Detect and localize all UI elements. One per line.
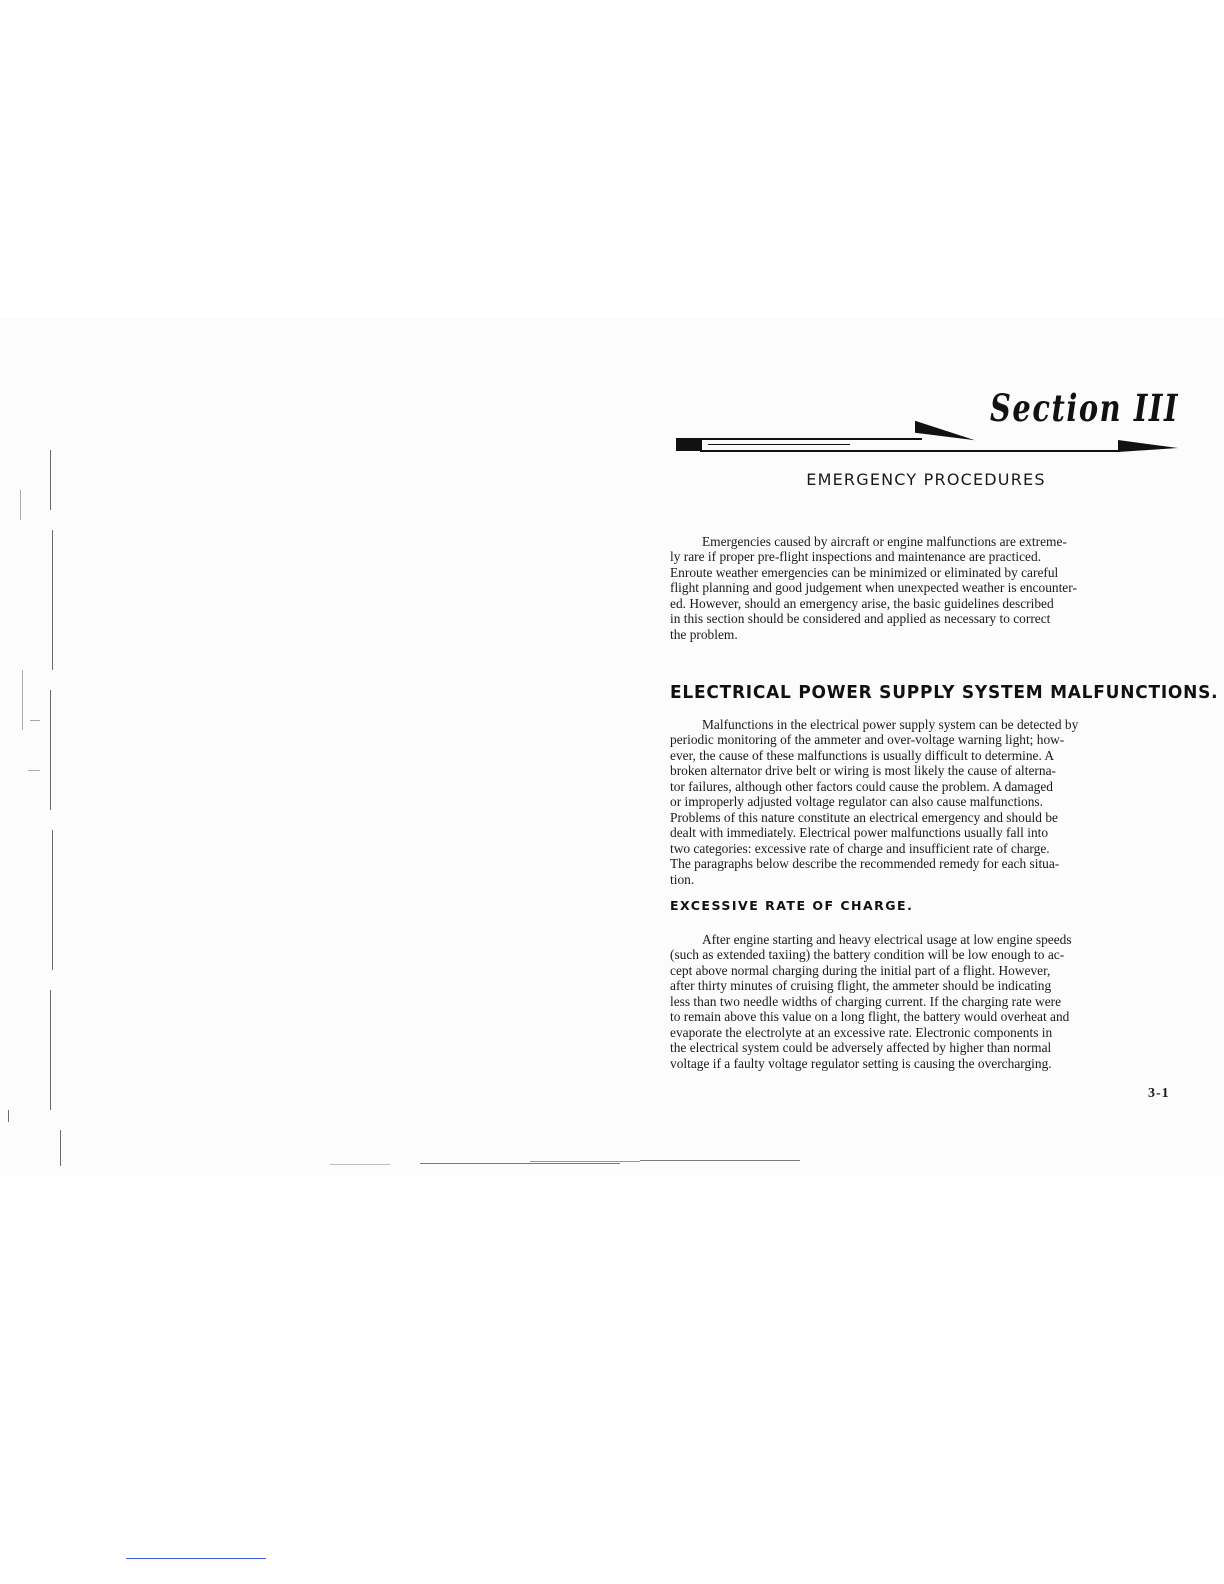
title-arrow-end-icon [1118, 440, 1178, 452]
electrical-paragraph [670, 717, 1182, 887]
paragraph-line: broken alternator drive belt or wiring is most likely the cause of alterna- [670, 763, 1056, 779]
paragraph-line: Problems of this nature constitute an electrical emergency and should be [670, 809, 1058, 825]
paragraph-line: Malfunctions in the electrical power supply system can be detected by [702, 717, 1079, 732]
paragraph-line: After engine starting and heavy electrical usage at low engine speeds [702, 932, 1072, 947]
paragraph-line: in this section should be considered and applied as necessary to correct [670, 611, 1051, 627]
paragraph-line: Emergencies caused by aircraft or engine malfunctions are extreme- [702, 534, 1067, 549]
paragraph-line: after thirty minutes of cruising flight, the ammeter should be indicating [670, 978, 1052, 994]
section-title: Section III [990, 386, 1180, 430]
paragraph-line: ed. However, should an emergency arise, the basic guidelines described [670, 595, 1054, 611]
paragraph-line: to remain above this value on a long flight, the battery would overheat and [670, 1009, 1070, 1025]
paragraph-line: voltage if a faulty voltage regulator setting is causing the overcharging. [670, 1055, 1052, 1071]
paragraph-line: ever, the cause of these malfunctions is usually difficult to determine. A [670, 747, 1055, 763]
paragraph-line: the electrical system could be adversely affected by higher than normal [670, 1040, 1052, 1056]
section-heading: EMERGENCY PROCEDURES [806, 470, 1046, 489]
footer-rule [126, 1558, 266, 1559]
paragraph-line: flight planning and good judgement when unexpected weather is encounter- [670, 580, 1077, 596]
page-number: 3-1 [1148, 1086, 1170, 1101]
title-rule-line [700, 438, 922, 440]
paragraph-line: The paragraphs below describe the recommended remedy for each situa- [670, 856, 1060, 872]
paragraph-line: ly rare if proper pre-flight inspections and maintenance are practiced. [670, 549, 1042, 565]
scan-margin-marks [0, 430, 70, 1170]
paragraph-line: tor failures, although other factors could cause the problem. A damaged [670, 778, 1053, 794]
title-rule-inner-line [708, 444, 850, 445]
title-rule-line-long [700, 450, 1120, 452]
title-rule-block [676, 438, 702, 451]
paragraph-line: cept above normal charging during the initial part of a flight. However, [670, 962, 1051, 978]
excessive-charge-paragraph [670, 932, 1182, 1071]
scan-edge-line [290, 1160, 890, 1168]
paragraph-line: two categories: excessive rate of charge and insufficient rate of charge. [670, 840, 1050, 856]
excessive-charge-heading: EXCESSIVE RATE OF CHARGE. [670, 898, 914, 913]
paragraph-line: periodic monitoring of the ammeter and over-voltage warning light; how- [670, 732, 1065, 748]
paragraph-line: dealt with immediately. Electrical power malfunctions usually fall into [670, 825, 1049, 841]
intro-paragraph [670, 534, 1182, 642]
paragraph-line: less than two needle widths of charging current. If the charging rate were [670, 993, 1062, 1009]
paragraph-line: tion. [670, 871, 695, 887]
electrical-heading: ELECTRICAL POWER SUPPLY SYSTEM MALFUNCTIONS. [670, 682, 1219, 703]
paragraph-line: evaporate the electrolyte at an excessive rate. Electronic components in [670, 1024, 1053, 1040]
paragraph-line: the problem. [670, 626, 738, 642]
paragraph-line: (such as extended taxiing) the battery condition will be low enough to ac- [670, 947, 1065, 963]
paragraph-line: or improperly adjusted voltage regulator can also cause malfunctions. [670, 794, 1043, 810]
paragraph-line: Enroute weather emergencies can be minimized or eliminated by careful [670, 564, 1059, 580]
